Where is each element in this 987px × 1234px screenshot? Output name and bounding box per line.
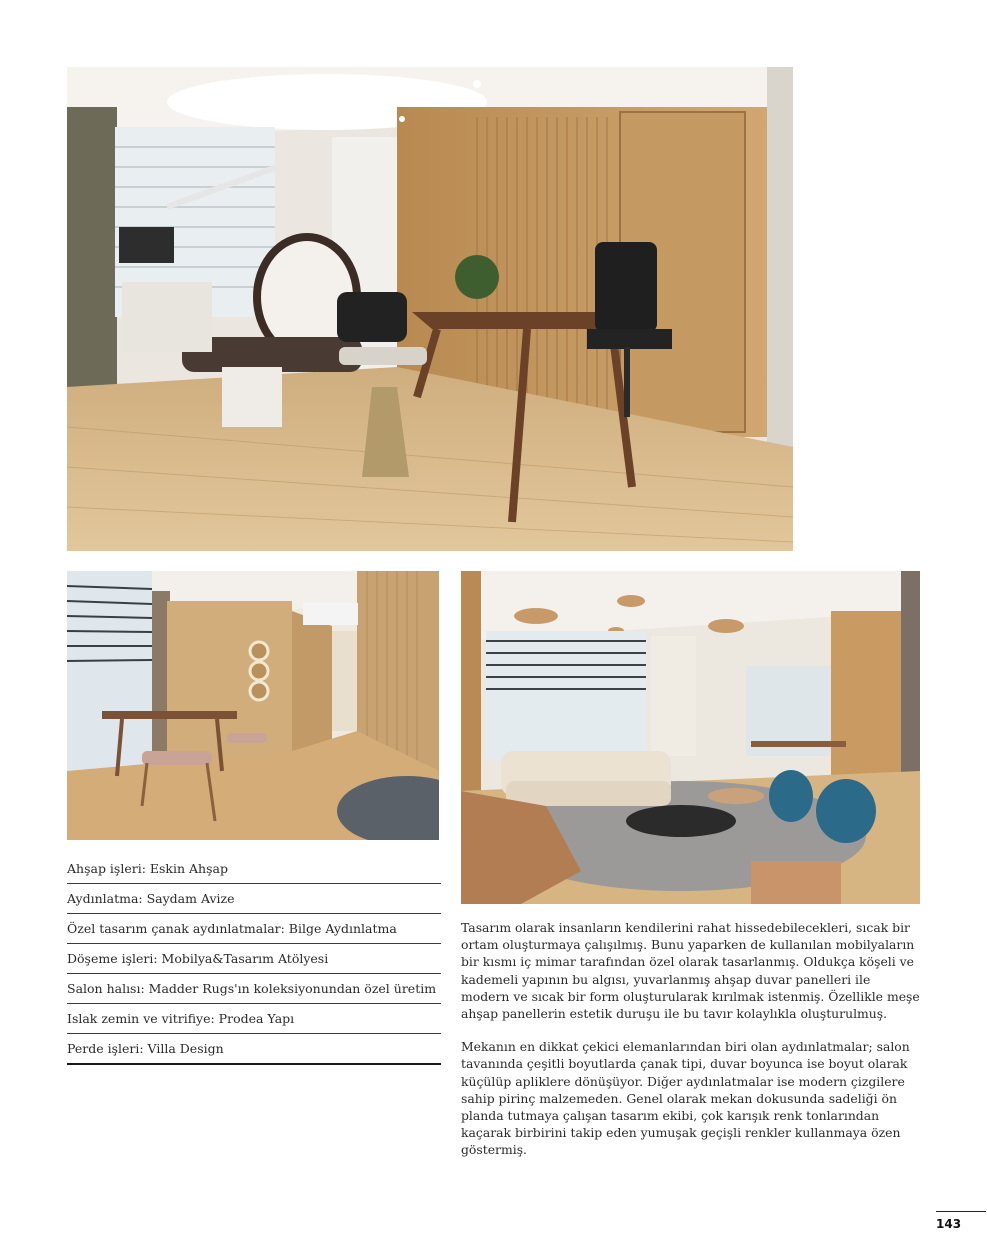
credits-list: [67, 854, 441, 1065]
corridor-study-photo: [67, 571, 439, 840]
article-paragraph: Mekanın en dikkat çekici elemanlarından biri olan aydınlatmalar; salon tavanında çeşitli boyutlarda çanak tipi, duvar boyunca ise boyut olarak küçülüp apliklere dönüşüyor. Diğer aydınlatmalar ise modern çizgilere sahip pirinç malzemeden. Genel olarak mekan dokusunda sadeliği ön planda tutmaya çalışan tasarım ekibi, çok karışık renk tonlarından kaçarak birbirini takip eden yumuşak geçişli renkler kullanmaya özen göstermiş.: [461, 1039, 910, 1158]
credit-item: Islak zemin ve vitrifiye: Prodea Yapı: [67, 1004, 441, 1034]
credit-item: Salon halısı: Madder Rugs'ın koleksiyonundan özel üretim: [67, 974, 441, 1004]
dental-office-photo: [67, 67, 793, 551]
credit-item: Döşeme işleri: Mobilya&Tasarım Atölyesi: [67, 944, 441, 974]
page-number: 143: [936, 1211, 986, 1231]
credit-item: Özel tasarım çanak aydınlatmalar: Bilge Aydınlatma: [67, 914, 441, 944]
article-paragraph: Tasarım olarak insanların kendilerini rahat hissedebilecekleri, sıcak bir ortam oluşturmaya çalışılmış. Bunu yaparken de kullanılan mobilyaların bir kısmı iç mimar tarafından özel olarak tasarlanmış. Oldukça köşeli ve kademeli yapının bu algısı, yuvarlanmış ahşap duvar panelleri ile modern ve sıcak bir form oluşturularak kırılmak istenmiş. Özellikle meşe ahşap panellerin estetik duruşu ile bu tavır kolaylıkla oluşturulmuş.: [461, 920, 920, 1022]
credit-item: Aydınlatma: Saydam Avize: [67, 884, 441, 914]
credit-item: Ahşap işleri: Eskin Ahşap: [67, 854, 441, 884]
article-body: [461, 919, 921, 1175]
credit-item: Perde işleri: Villa Design: [67, 1034, 441, 1065]
living-room-photo: [461, 571, 920, 904]
